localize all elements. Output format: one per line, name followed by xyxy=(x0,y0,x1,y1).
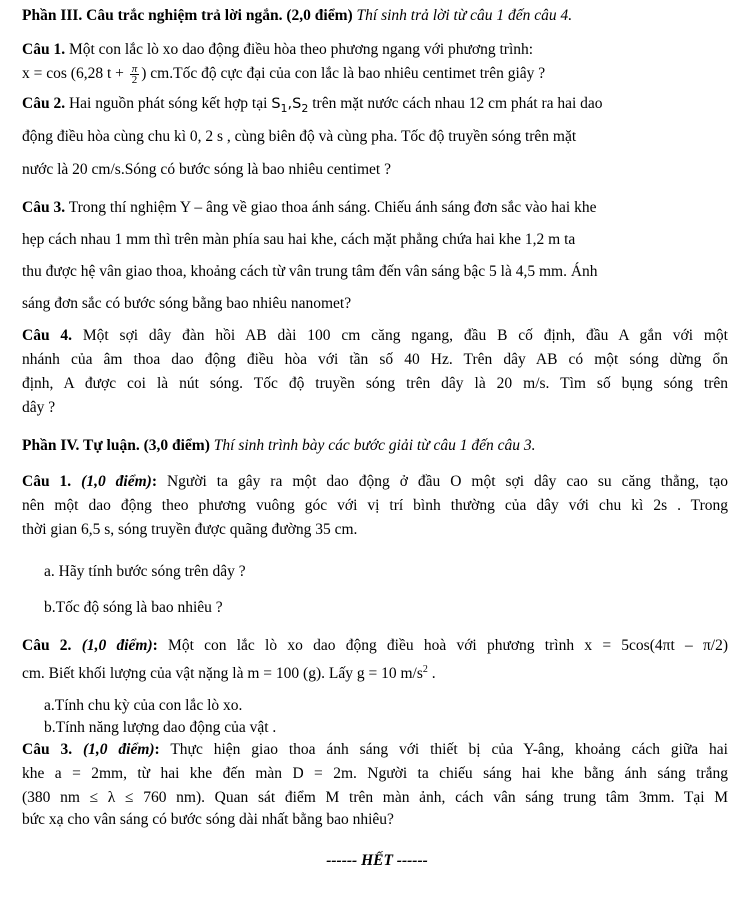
s-separator: , xyxy=(287,96,293,112)
p4-q2-colon: : xyxy=(152,637,158,654)
p3-q2-line2: động điều hòa cùng chu kì 0, 2 s , cùng biên độ và cùng pha. Tốc độ truyền sóng trên mặt xyxy=(22,128,577,145)
p4-q3-line4: bức xạ cho vân sáng có bước sóng dài nhất bằng bao nhiêu? xyxy=(22,811,394,828)
p3-q2-line1 xyxy=(22,94,603,119)
p4-q2-line2 xyxy=(22,660,436,684)
p4-q2-text1: Một con lắc lò xo dao động điều hoà với phương trình xyxy=(168,637,575,654)
s2-subscript: 2 xyxy=(301,101,309,115)
p3-q1-line1 xyxy=(22,40,533,60)
p4-q1-part-a: a. Hãy tính bước sóng trên dây ? xyxy=(44,563,246,580)
p3-q1-equation: x = cos (6,28 t + xyxy=(22,65,124,83)
p4-q2-period: . xyxy=(431,665,436,683)
p4-q1-line2: nên một dao động theo phương vuông góc với vị trí bình thường của dây với chu kì 2s . Trong xyxy=(22,497,728,514)
p3-q1-text1: Một con lắc lò xo dao động điều hòa theo phương ngang với phương trình: xyxy=(68,41,534,58)
p4-q3-line1 xyxy=(22,740,728,760)
p3-q1-label: Câu 1. xyxy=(22,41,66,58)
fraction-numerator: π xyxy=(131,63,138,75)
p4-q3-label: Câu 3. xyxy=(22,741,73,758)
sources-s1-s2 xyxy=(271,96,309,115)
s1-symbol: S xyxy=(271,96,281,112)
pi-over-2-fraction xyxy=(130,64,140,85)
p3-q1-text2: ) cm.Tốc độ cực đại của con lắc là bao nhiêu centimet trên giây ? xyxy=(141,65,546,83)
p4-q2-text2a: cm. Biết khối lượng của vật nặng là xyxy=(22,665,244,683)
p4-q2-part-a: a.Tính chu kỳ của con lắc lò xo. xyxy=(44,697,243,714)
p3-q4-line3: định, A được coi là nút sóng. Tốc độ truyền sóng trên dây là 20 m/s. Tìm số bụng sóng trên xyxy=(22,375,728,392)
p4-q1-label: Câu 1. xyxy=(22,473,72,490)
fraction-denominator: 2 xyxy=(131,74,138,86)
p4-q2-equation: x = 5cos(4πt – π/2) xyxy=(584,637,729,654)
p3-q4-line4: dây ? xyxy=(22,399,56,416)
p3-q3-label: Câu 3. xyxy=(22,199,66,216)
p3-q4-text1: Một sợi dây đàn hồi AB dài 100 cm căng ngang, đầu B cố định, đầu A gắn với một xyxy=(82,327,728,344)
p4-q3-points: (1,0 điểm) xyxy=(82,741,155,758)
p3-q2-text1b: trên mặt nước cách nhau 12 cm phát ra hai dao xyxy=(312,95,603,112)
p4-q1-points: (1,0 điểm) xyxy=(81,473,152,490)
p4-q3-text1: Thực hiện giao thoa ánh sáng với thiết bị của Y-âng, khoảng cách giữa hai xyxy=(170,741,728,758)
p4-q2-label: Câu 2. xyxy=(22,637,72,654)
p4-q2-part-b: b.Tính năng lượng dao động của vật . xyxy=(44,719,277,736)
p3-q3-line1 xyxy=(22,198,596,218)
p4-q3-colon: : xyxy=(154,741,160,758)
part3-heading xyxy=(22,6,572,26)
s1-subscript: 1 xyxy=(280,101,288,115)
p4-q3-line3: (380 nm ≤ λ ≤ 760 nm). Quan sát điểm M trên màn ảnh, cách vân sáng trung tâm 3mm. Tại M xyxy=(22,789,728,806)
gravity-exponent: 2 xyxy=(422,664,428,675)
p3-q3-line2: hẹp cách nhau 1 mm thì trên màn phía sau hai khe, cách mặt phẳng chứa hai khe 1,2 m ta xyxy=(22,231,576,248)
p3-q1-line2 xyxy=(22,64,545,85)
p4-q2-points: (1,0 điểm) xyxy=(81,637,153,654)
p4-q1-part-b: b.Tốc độ sóng là bao nhiêu ? xyxy=(44,599,223,616)
p4-q1-colon: : xyxy=(151,473,157,490)
p4-q1-line1 xyxy=(22,472,728,492)
part4-heading xyxy=(22,436,536,456)
p4-q2-gravity xyxy=(357,665,428,682)
p3-q2-line3: nước là 20 cm/s.Sóng có bước sóng là bao nhiêu centimet ? xyxy=(22,161,391,178)
p4-q2-mass: m = 100 (g). xyxy=(247,665,325,683)
part4-note: Thí sinh trình bày các bước giải từ câu 1 đến câu 3. xyxy=(213,437,536,454)
p3-q2-label: Câu 2. xyxy=(22,95,66,112)
p3-q4-line2: nhánh của âm thoa dao động điều hòa với tần số 40 Hz. Trên dây AB có một sóng dừng ổn xyxy=(22,351,728,368)
s2-symbol: S xyxy=(292,96,302,112)
p4-q1-line3: thời gian 6,5 s, sóng truyền được quãng đường 35 cm. xyxy=(22,521,358,538)
p4-q2-line1 xyxy=(22,636,728,656)
end-marker: ------ HẾT ------ xyxy=(326,852,428,869)
p3-q3-line4: sáng đơn sắc có bước sóng bằng bao nhiêu nanomet? xyxy=(22,295,352,312)
p4-q3-line2: khe a = 2mm, từ hai khe đến màn D = 2m. Người ta chiếu sáng hai khe bằng ánh sáng trắng xyxy=(22,765,728,782)
part4-title: Phần IV. Tự luận. (3,0 điểm) xyxy=(22,437,210,454)
gravity-value: g = 10 m/s xyxy=(356,665,423,683)
p3-q4-line1 xyxy=(22,326,728,346)
part3-note: Thí sinh trả lời từ câu 1 đến câu 4. xyxy=(356,7,573,24)
p3-q4-label: Câu 4. xyxy=(22,327,73,344)
p4-q1-text1: Người ta gây ra một dao động ở đầu O một sợi dây cao su căng thẳng, tạo xyxy=(166,473,729,490)
p3-q3-text1: Trong thí nghiệm Y – âng về giao thoa ánh sáng. Chiếu ánh sáng đơn sắc vào hai khe xyxy=(68,199,597,216)
p4-q2-text2b: Lấy xyxy=(328,665,353,683)
p3-q3-line3: thu được hệ vân giao thoa, khoảng cách từ vân trung tâm đến vân sáng bậc 5 là 4,5 mm. Ánh xyxy=(22,263,598,280)
p3-q2-text1a: Hai nguồn phát sóng kết hợp tại xyxy=(68,95,268,112)
part3-title: Phần III. Câu trắc nghiệm trả lời ngắn. (2,0 điểm) xyxy=(22,7,353,24)
